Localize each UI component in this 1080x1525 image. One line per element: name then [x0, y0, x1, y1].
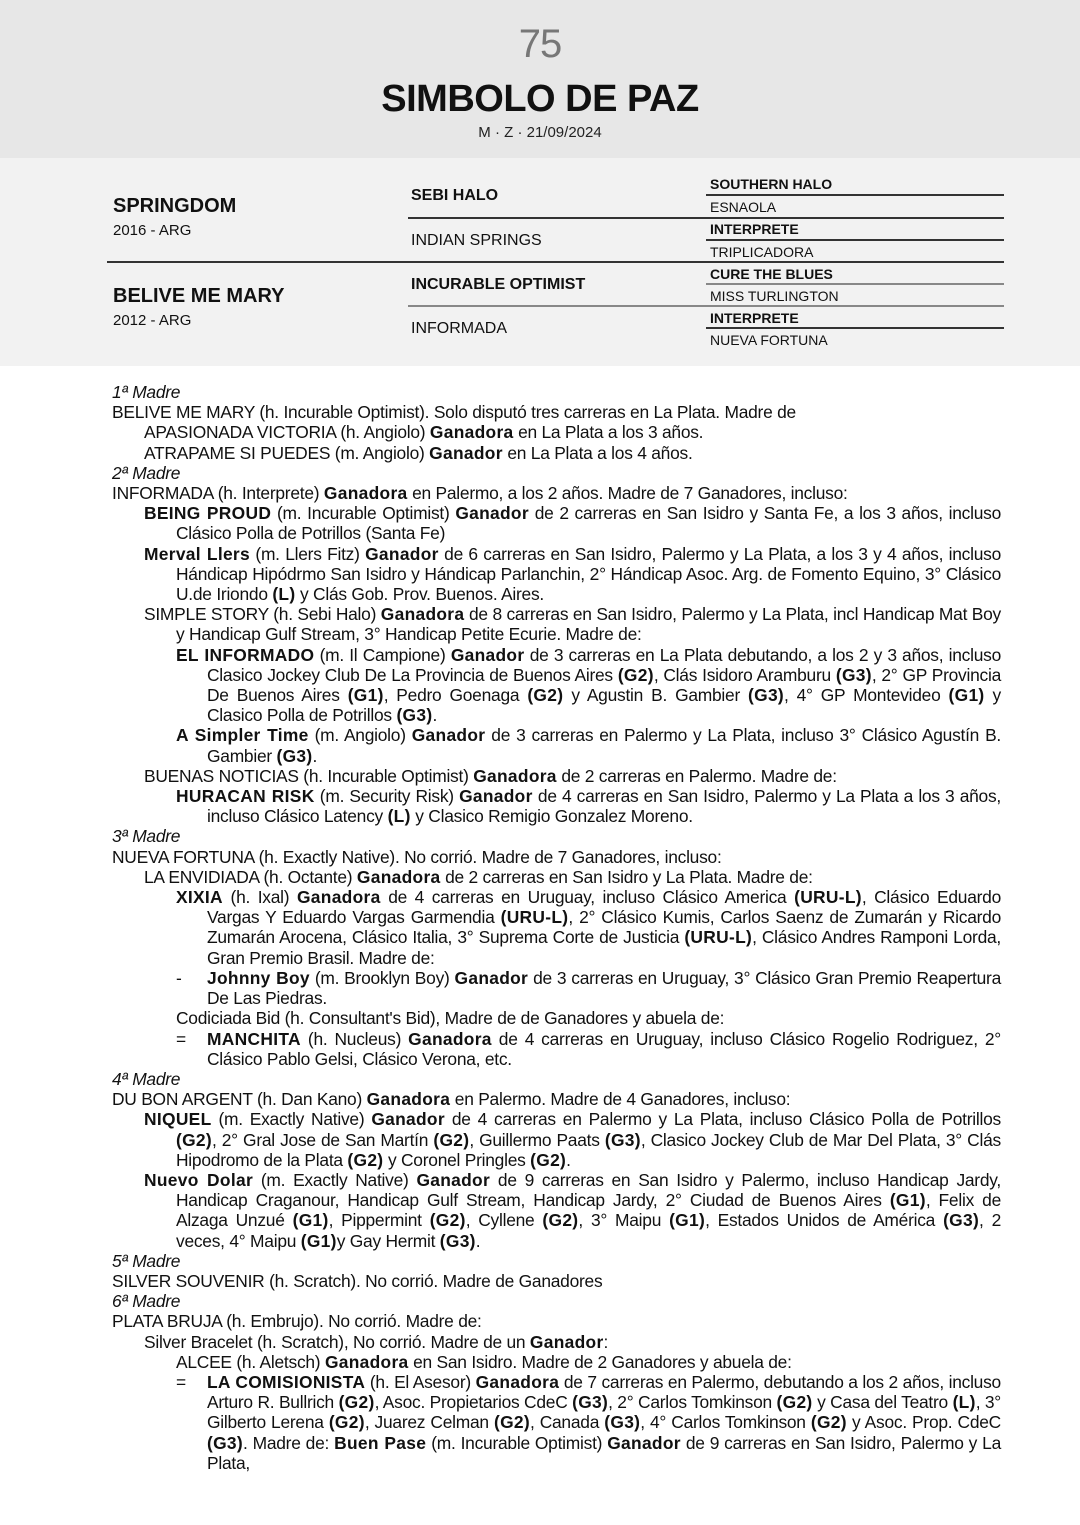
text: , 3° Maipu: [578, 1210, 670, 1231]
family-entry: [112, 1372, 1001, 1473]
text: , Felix de Alzaga Unzué: [176, 1190, 1002, 1231]
family-entry: [112, 544, 1001, 605]
bold-text: (G3): [276, 745, 313, 766]
bold-text: (G2): [176, 1129, 212, 1150]
bold-text: (G1): [889, 1190, 926, 1211]
bold-text: LA COMISIONISTA: [207, 1371, 366, 1392]
text: (m. Exactly Native): [253, 1169, 417, 1190]
divider: [107, 261, 1004, 263]
family-entry: [112, 604, 1001, 644]
family-entry: [112, 1008, 1001, 1028]
bold-text: (G2): [493, 1412, 530, 1433]
text: de 3 carreras en Uruguay, 3° Clásico Gran Premio Reapertura De Las Piedras.: [207, 967, 1001, 1009]
text: de 7 carreras en Palermo, debutando a los 2 años, incluso Arturo R. Bullrich: [207, 1371, 1001, 1413]
bold-text: Ganadora: [323, 483, 408, 504]
bold-text: (G1): [292, 1210, 329, 1231]
bold-text: Merval Llers: [144, 543, 250, 564]
bold-text: (G3): [943, 1210, 980, 1231]
text: (m. Brooklyn Boy): [309, 967, 455, 988]
bold-text: (G3): [439, 1230, 476, 1251]
family-entry: [112, 786, 1001, 826]
family-entry: [112, 422, 1001, 442]
entry-marker: =: [176, 1028, 186, 1049]
text: . Madre de:: [242, 1432, 335, 1453]
sire-dam-dam: TRIPLICADORA: [710, 244, 814, 260]
bold-text: Johnny Boy: [207, 967, 310, 988]
text: , Asoc. Propietarios CdeC: [374, 1392, 573, 1413]
bold-text: (G2): [530, 1149, 567, 1170]
generation-heading: 5ª Madre: [112, 1250, 181, 1271]
dam-name: BELIVE ME MARY: [113, 285, 285, 307]
text: APASIONADA VICTORIA (h. Angiolo): [144, 422, 430, 443]
text: NUEVA FORTUNA (h. Exactly Native). No corrió. Madre de 7 Ganadores, incluso:: [112, 846, 722, 867]
text: (m. Security Risk): [314, 786, 460, 807]
text: :: [603, 1331, 609, 1352]
horse-subtitle: M · Z · 21/09/2024: [478, 124, 602, 141]
text: de 4 carreras en Uruguay, incluso Clásico America: [380, 887, 795, 908]
text: (m. Il Campione): [314, 644, 451, 665]
text: de 2 carreras en San Isidro y Santa Fe, a los 3 años, incluso Clásico Polla de Potrillos (Santa Fe): [176, 503, 1001, 544]
text: DU BON ARGENT (h. Dan Kano): [112, 1089, 367, 1110]
text: de 9 carreras en San Isidro y Palermo, incluso Handicap Jardy, Handicap Craganour, Handicap Gulf Stream, Handicap Jardy, 2° Ciudad de Buenos Aires: [176, 1169, 1002, 1211]
text: y Casa del Teatro: [812, 1392, 953, 1413]
text: .: [566, 1149, 571, 1170]
family-entry: [112, 847, 1001, 867]
text: y Asoc. Prop. CdeC: [846, 1412, 1001, 1433]
text: SIMPLE STORY (h. Sebi Halo): [144, 604, 381, 625]
text: (h. Ixal): [222, 887, 297, 908]
dam-info: 2012 - ARG: [113, 312, 192, 329]
text: y Clás Gob. Prov. Buenos. Aires.: [295, 584, 544, 605]
bold-text: (G2): [328, 1412, 365, 1433]
bold-text: Ganador: [454, 967, 529, 988]
divider: [706, 239, 1004, 241]
text: (m. Incurable Optimist): [426, 1432, 608, 1453]
family-entry: [112, 968, 1001, 1008]
family-entry: [112, 503, 1001, 543]
text: de 3 carreras en La Plata debutando, a los 2 y 3 años, incluso Clasico Jockey Club De La Provincia de Buenos Aires: [207, 644, 1001, 685]
family-entry: [112, 1271, 1001, 1291]
bold-text: Ganador: [371, 1109, 445, 1130]
bold-text: Ganadora: [296, 887, 381, 908]
text: (m. Angiolo): [308, 725, 412, 746]
family-entry: [112, 766, 1001, 786]
bold-text: (G3): [572, 1392, 609, 1413]
bold-text: BEING PROUD: [144, 503, 272, 524]
sire-dam: INDIAN SPRINGS: [411, 232, 542, 249]
bold-text: (L): [952, 1392, 976, 1413]
text: , 3° Gilberto Lerena: [207, 1392, 1001, 1433]
bold-text: NIQUEL: [144, 1109, 212, 1130]
sire-sire-dam: ESNAOLA: [710, 199, 777, 215]
divider: [408, 305, 1004, 307]
bold-text: Ganador: [529, 1331, 604, 1352]
text: de 8 carreras en San Isidro, Palermo y La Plata, incl Handicap Mat Boy y Handicap Gulf Stream, 3° Handicap Petite Ecurie. Madre de:: [176, 604, 1001, 645]
divider: [706, 327, 1004, 329]
text: (m. Exactly Native): [211, 1109, 372, 1130]
text: .: [312, 745, 318, 766]
text: , 4° GP Montevideo: [784, 685, 949, 706]
bold-text: Ganadora: [429, 422, 514, 443]
text: en La Plata a los 4 años.: [502, 442, 693, 463]
text: , Clásico Andres Ramponi Lorda, Gran Premio Brasil. Madre de:: [207, 927, 1001, 968]
bold-text: Ganadora: [366, 1089, 451, 1110]
bold-text: (G2): [527, 685, 564, 706]
text: , 2° Carlos Tomkinson: [608, 1392, 777, 1413]
text: , Clás Isidoro Aramburu: [653, 664, 836, 685]
text: .: [475, 1230, 481, 1251]
text: LA ENVIDIADA (h. Octante): [144, 866, 357, 887]
text: , 2° GP Provincia De Buenos Aires: [207, 664, 1001, 706]
text: , 2° Clásico Kumis, Carlos Saenz de Zumarán y Ricardo Zumarán Arocena, Clásico Italia, 3° Suprema Corte de Justicia: [207, 907, 1001, 948]
bold-text: A Simpler Time: [176, 725, 309, 746]
dam-dam: INFORMADA: [411, 320, 507, 337]
family-entry: [112, 443, 1001, 463]
family-entry: [112, 1332, 1001, 1352]
text: y Coronel Pringles: [383, 1149, 531, 1170]
bold-text: Ganadora: [380, 604, 465, 625]
bold-text: (G2): [810, 1412, 847, 1433]
family-entry: [112, 645, 1001, 726]
bold-text: Ganador: [455, 503, 529, 524]
bold-text: (G1): [300, 1230, 337, 1251]
bold-text: Ganador: [365, 543, 439, 564]
bold-text: Ganadora: [324, 1351, 409, 1372]
text: en San Isidro. Madre de 2 Ganadores y abuela de:: [408, 1351, 792, 1372]
family-text: [112, 382, 1001, 1473]
bold-text: (G2): [776, 1392, 813, 1413]
generation-heading: 1ª Madre: [112, 382, 181, 402]
text: de 2 carreras en San Isidro y La Plata. Madre de:: [440, 866, 813, 887]
divider: [706, 194, 1004, 196]
text: Codiciada Bid (h. Consultant's Bid), Madre de de Ganadores y abuela de:: [176, 1008, 725, 1029]
family-entry: [112, 1170, 1001, 1251]
sire-dam-sire: INTERPRETE: [710, 221, 799, 237]
dam-sire-dam: MISS TURLINGTON: [710, 288, 839, 304]
bold-text: (G3): [604, 1129, 641, 1150]
text: de 3 carreras en Palermo y La Plata, incluso 3° Clásico Agustín B. Gambier: [207, 725, 1001, 766]
text: , 2 veces, 4° Maipu: [176, 1210, 1002, 1251]
bold-text: MANCHITA: [207, 1028, 301, 1049]
family-entry: [112, 1311, 1001, 1331]
generation-heading: 4ª Madre: [112, 1068, 181, 1089]
text: (m. Llers Fitz): [249, 543, 366, 564]
text: , Juarez Celman: [364, 1412, 494, 1433]
family-entry: [112, 725, 1001, 765]
bold-text: Ganadora: [475, 1371, 560, 1392]
bold-text: (G3): [748, 685, 785, 706]
text: , Cyllene: [465, 1210, 543, 1231]
sire-sire-sire: SOUTHERN HALO: [710, 176, 833, 192]
text: y Clasico Polla de Potrillos: [207, 685, 1002, 726]
bold-text: (G1): [669, 1210, 706, 1231]
bold-text: Ganador: [416, 1169, 491, 1190]
bold-text: (G2): [542, 1210, 579, 1231]
bold-text: Buen Pase: [334, 1432, 427, 1453]
sire-sire: SEBI HALO: [411, 187, 499, 204]
page-number: 75: [518, 22, 562, 66]
bold-text: (G1): [347, 685, 384, 706]
family-entry: [112, 867, 1001, 887]
entry-marker: =: [176, 1371, 186, 1392]
text: ATRAPAME SI PUEDES (m. Angiolo): [144, 442, 430, 463]
text: de 9 carreras en San Isidro, Palermo y La Plata,: [207, 1432, 1001, 1473]
family-entry: [112, 1029, 1001, 1069]
bold-text: Nuevo Dolar: [144, 1169, 254, 1190]
bold-text: (G3): [604, 1412, 641, 1433]
text: INFORMADA (h. Interprete): [112, 483, 324, 504]
text: BUENAS NOTICIAS (h. Incurable Optimist): [144, 765, 474, 786]
text: , Clásico Eduardo Vargas Y Eduardo Vargas Garmendia: [207, 887, 1001, 928]
text: de 6 carreras en San Isidro, Palermo y La Plata, a los 3 y 4 años, incluso Hándicap Hipódrmo San Isidro y Hándicap Parlanchin, 2° Hándicap Asoc. Arg. de Fomento Equino, 3° Clásico U.de Iriondo: [176, 543, 1001, 605]
bold-text: (G1): [948, 685, 985, 706]
text: Silver Bracelet (h. Scratch), No corrió. Madre de un: [144, 1331, 530, 1352]
text: de 4 carreras en Uruguay, incluso Clásico Rogelio Rodriguez, 2° Clásico Pablo Gelsi, Clásico Verona, etc.: [207, 1028, 1001, 1069]
generation-heading: 3ª Madre: [112, 826, 181, 847]
bold-text: Ganadora: [473, 765, 557, 786]
bold-text: Ganador: [429, 442, 503, 463]
family-entry: [112, 402, 1001, 422]
text: (m. Incurable Optimist): [271, 503, 456, 524]
text: .: [432, 705, 438, 726]
bold-text: Ganadora: [356, 866, 441, 887]
family-entry: [112, 1352, 1001, 1372]
text: (h. El Asesor): [365, 1371, 476, 1392]
text: de 2 carreras en Palermo. Madre de:: [556, 765, 837, 786]
text: y Gay Hermit: [336, 1230, 440, 1251]
text: de 4 carreras en San Isidro, Palermo y La Plata a los 3 años, incluso Clásico Latency: [207, 786, 1001, 827]
dam-sire: INCURABLE OPTIMIST: [411, 276, 586, 293]
text: ALCEE (h. Aletsch): [176, 1351, 325, 1372]
bold-text: (L): [272, 584, 296, 605]
bold-text: HURACAN RISK: [176, 786, 315, 807]
text: , Estados Unidos de América: [705, 1210, 944, 1231]
text: de 4 carreras en Palermo y La Plata, incluso Clásico Polla de Potrillos: [444, 1109, 1001, 1130]
bold-text: Ganador: [411, 725, 486, 746]
bold-text: Ganador: [450, 644, 525, 665]
text: en La Plata a los 3 años.: [513, 422, 704, 443]
bold-text: (URU-L): [684, 927, 753, 948]
text: , Guillermo Paats: [469, 1129, 605, 1150]
horse-name-title: SIMBOLO DE PAZ: [381, 78, 699, 120]
bold-text: EL INFORMADO: [176, 644, 315, 665]
text: y Clasico Remigio Gonzalez Moreno.: [410, 806, 693, 827]
dam-dam-dam: NUEVA FORTUNA: [710, 332, 828, 348]
bold-text: (URU-L): [500, 907, 569, 928]
text: (h. Nucleus): [300, 1028, 409, 1049]
text: , Pedro Goenaga: [383, 685, 528, 706]
text: en Palermo, a los 2 años. Madre de 7 Ganadores, incluso:: [407, 483, 848, 504]
bold-text: Ganadora: [408, 1028, 492, 1049]
bold-text: Ganador: [459, 786, 533, 807]
text: SILVER SOUVENIR (h. Scratch). No corrió. Madre de Ganadores: [112, 1270, 603, 1291]
bold-text: (G2): [347, 1149, 384, 1170]
text: , Clasico Jockey Club de Mar Del Plata, 3° Clás Hipodromo de la Plata: [176, 1129, 1001, 1170]
pedigree-table: [0, 158, 1080, 366]
bold-text: (G2): [617, 664, 654, 685]
bold-text: Ganador: [607, 1432, 681, 1453]
text: , 4° Carlos Tomkinson: [640, 1412, 811, 1433]
bold-text: (URU-L): [794, 887, 862, 908]
bold-text: XIXIA: [176, 887, 223, 908]
text: PLATA BRUJA (h. Embrujo). No corrió. Madre de:: [112, 1311, 482, 1332]
entry-marker: -: [176, 967, 182, 988]
text: y Agustin B. Gambier: [563, 685, 749, 706]
dam-sire-sire: CURE THE BLUES: [710, 266, 833, 282]
text: , Canada: [529, 1412, 605, 1433]
bold-text: (G2): [338, 1392, 375, 1413]
family-entry: [112, 1089, 1001, 1109]
family-entry: [112, 1109, 1001, 1170]
bold-text: (G2): [433, 1129, 470, 1150]
text: en Palermo. Madre de 4 Ganadores, incluso:: [450, 1089, 791, 1110]
dam-dam-sire: INTERPRETE: [710, 310, 799, 326]
divider: [706, 283, 1004, 285]
sire-info: 2016 - ARG: [113, 222, 192, 239]
generation-heading: 2ª Madre: [112, 462, 181, 483]
text: , 2° Gral Jose de San Martín: [211, 1129, 434, 1150]
bold-text: (L): [387, 806, 411, 827]
divider: [408, 217, 1004, 219]
family-entry: [112, 483, 1001, 503]
bold-text: (G3): [835, 664, 872, 685]
bold-text: (G3): [396, 705, 433, 726]
sire-name: SPRINGDOM: [113, 195, 237, 217]
family-entry: [112, 887, 1001, 968]
text: BELIVE ME MARY (h. Incurable Optimist). Solo disputó tres carreras en La Plata. Madre de: [112, 402, 796, 423]
page-header: [0, 0, 1080, 158]
generation-heading: 6ª Madre: [112, 1291, 181, 1312]
bold-text: (G3): [207, 1432, 243, 1453]
bold-text: (G2): [429, 1210, 466, 1231]
text: , Pippermint: [328, 1210, 430, 1231]
